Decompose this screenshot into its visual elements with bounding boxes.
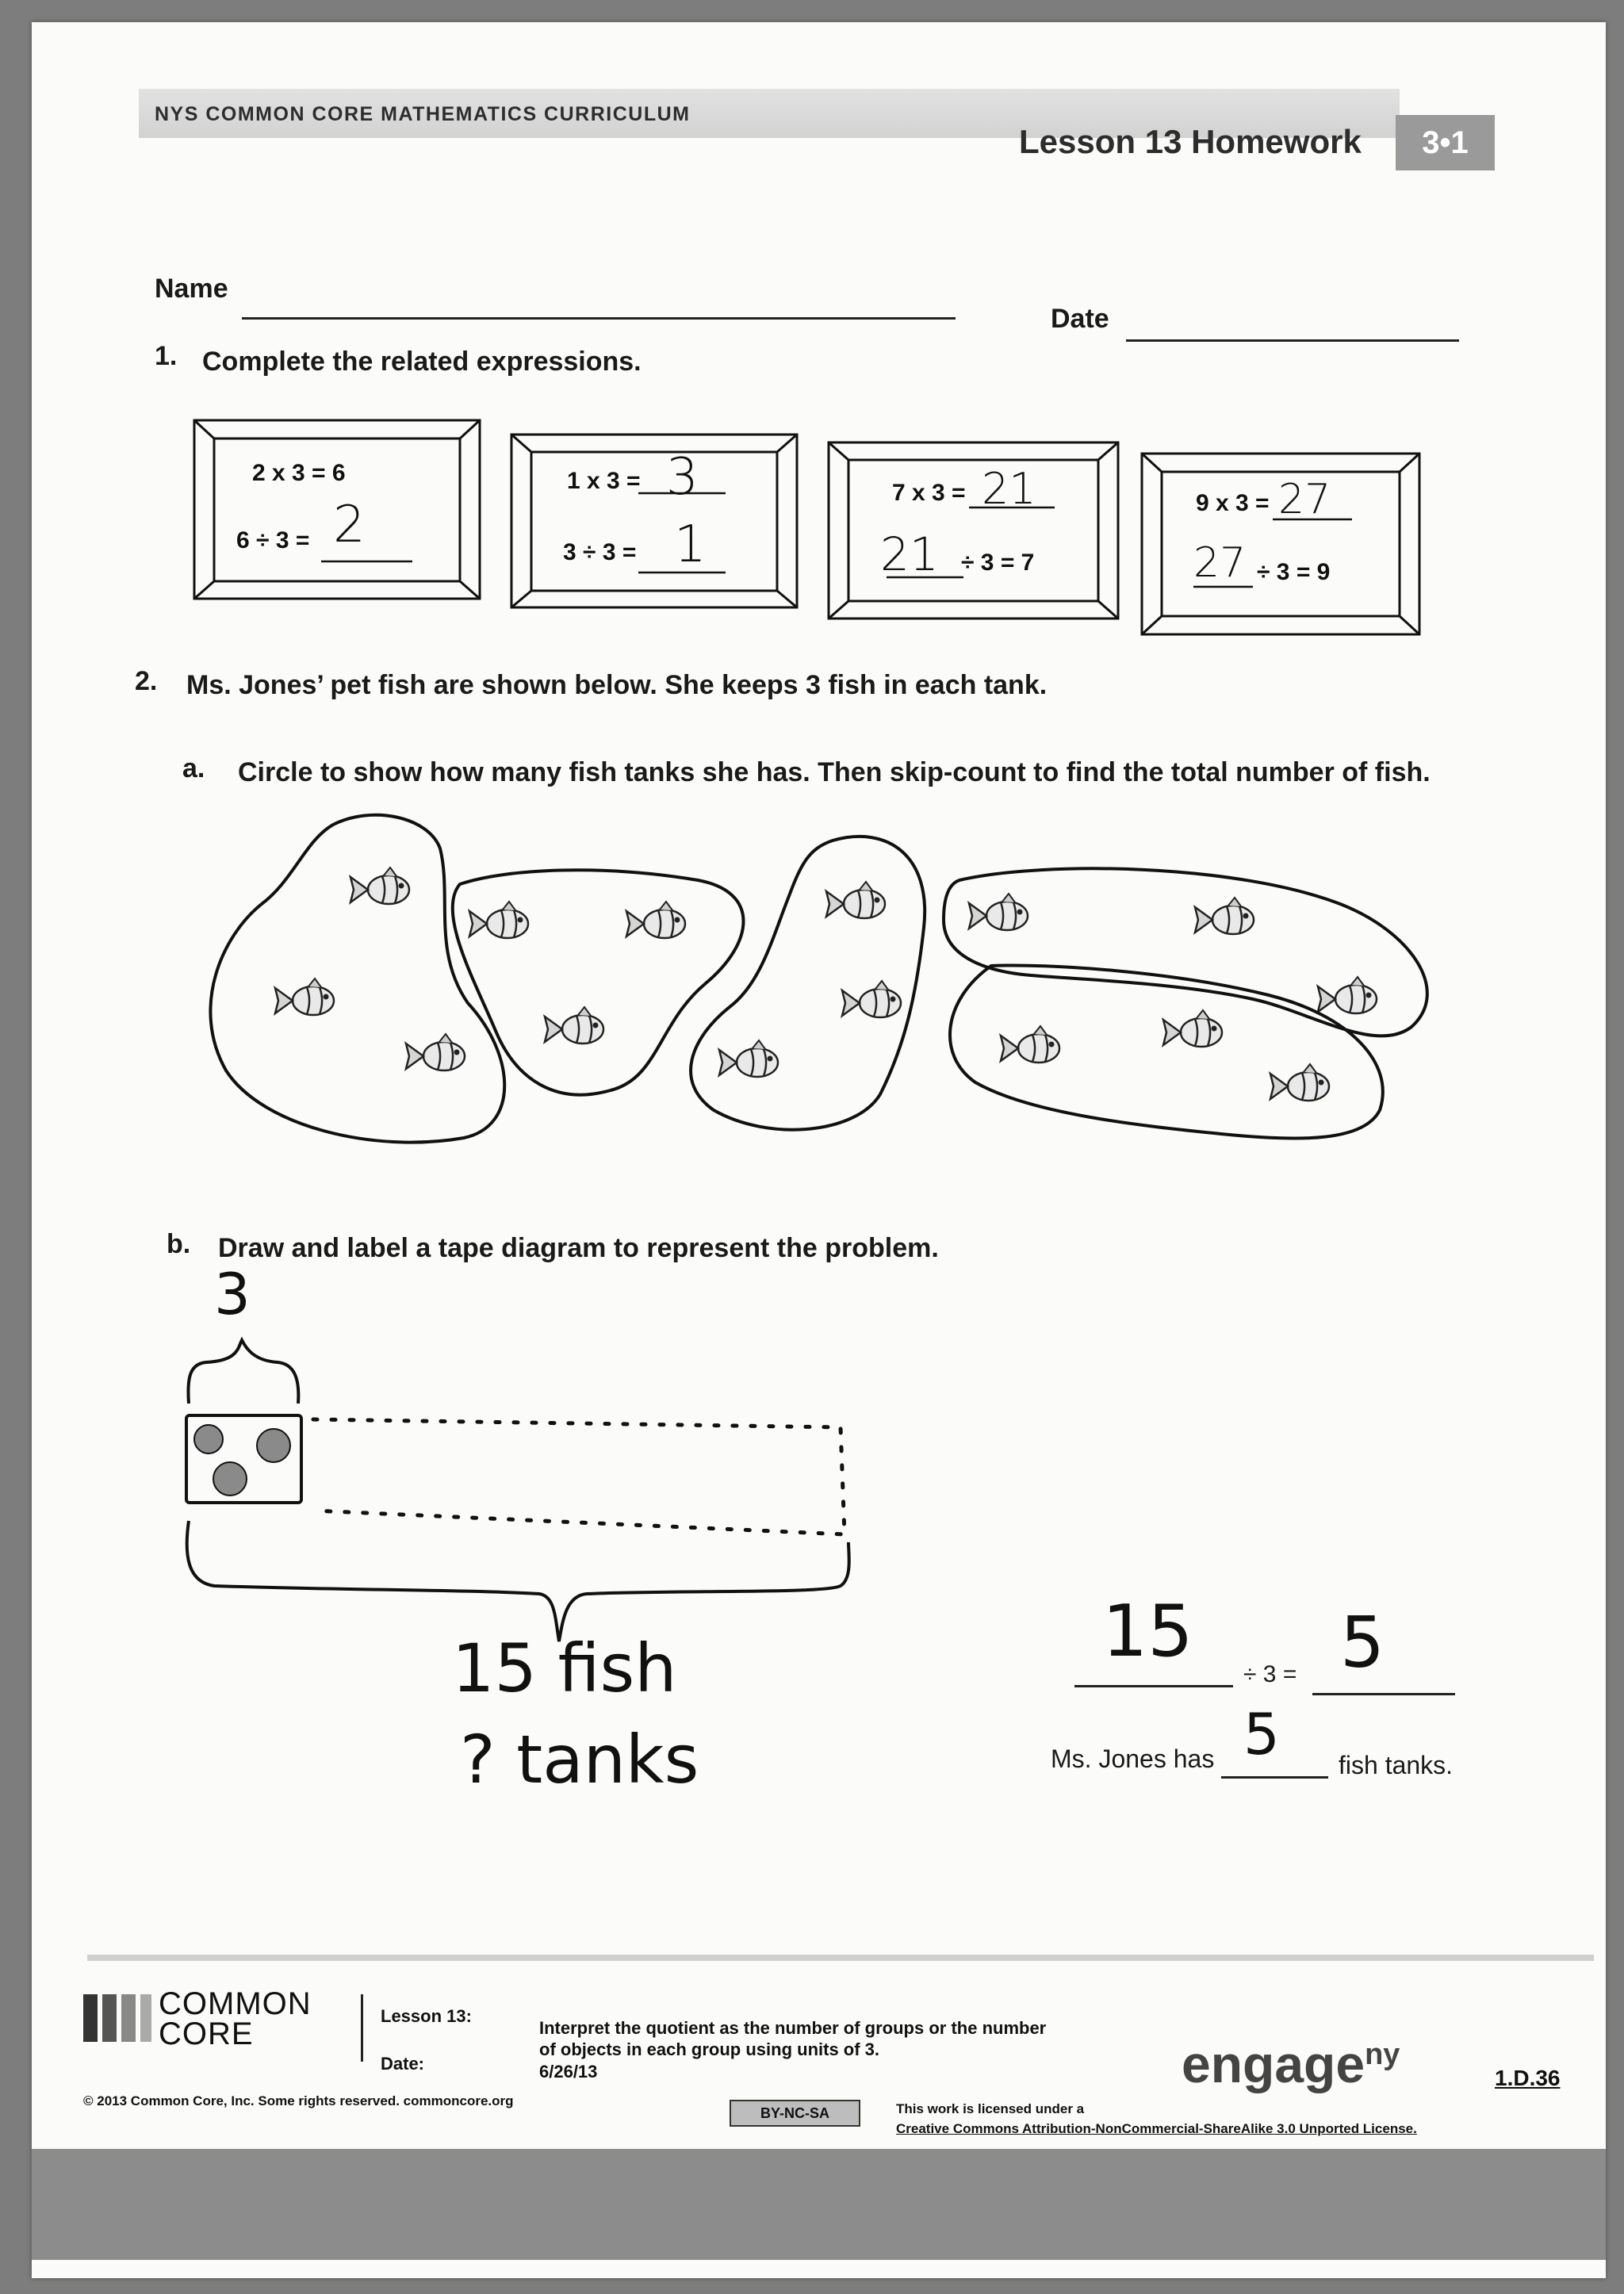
q1-number: 1. xyxy=(155,341,178,371)
answer-value: 5 xyxy=(1243,1701,1280,1767)
footer-divider xyxy=(87,1955,1594,1961)
engage-sup: ny xyxy=(1365,2038,1400,2071)
equation-quotient-line[interactable] xyxy=(1312,1693,1455,1695)
box3-answer1: 21 xyxy=(982,464,1036,514)
equation-dividend-line[interactable] xyxy=(1074,1685,1233,1687)
equation-dividend: 15 xyxy=(1102,1590,1193,1673)
brand-line1: COMMON xyxy=(159,1986,312,2021)
tape-label-total: 15 fish xyxy=(452,1630,677,1707)
curriculum-title: NYS COMMON CORE MATHEMATICS CURRICULUM xyxy=(155,103,691,125)
answer-line[interactable] xyxy=(1221,1776,1328,1779)
box3-line2-suffix: ÷ 3 = 7 xyxy=(961,550,1035,576)
equation-operator: ÷ 3 = xyxy=(1243,1661,1297,1687)
q2-prompt: Ms. Jones’ pet fish are shown below. She keeps 3 fish in each tank. xyxy=(186,670,1048,700)
box1-line1: 2 x 3 = 6 xyxy=(252,460,346,486)
engage-text: engage xyxy=(1182,2035,1365,2093)
grade-module-badge: 3•1 xyxy=(1396,115,1495,170)
license-line-1: This work is licensed under a xyxy=(896,2101,1085,2116)
q2b-prompt: Draw and label a tape diagram to represent the problem. xyxy=(218,1233,939,1263)
date-label: Date xyxy=(1051,304,1109,334)
box4-answer1: 27 xyxy=(1278,476,1331,523)
tape-label-unknown: ? tanks xyxy=(460,1721,699,1798)
box1-answer2: 2 xyxy=(333,496,366,554)
q1-prompt: Complete the related expressions. xyxy=(202,347,642,377)
box2-answer2: 1 xyxy=(674,515,707,574)
tape-label-unit: 3 xyxy=(214,1261,251,1327)
box3-line1-prefix: 7 x 3 = xyxy=(892,480,966,506)
footer-date-label: Date: xyxy=(381,2054,425,2074)
box4-line1-prefix: 9 x 3 = xyxy=(1196,490,1270,516)
q2b-letter: b. xyxy=(167,1229,191,1259)
name-label: Name xyxy=(155,274,228,304)
footer-separator xyxy=(361,1994,363,2062)
box2-answer1: 3 xyxy=(666,448,699,507)
scan-shadow-band xyxy=(32,2149,1606,2260)
equation-quotient: 5 xyxy=(1340,1602,1385,1683)
answer-suffix: fish tanks. xyxy=(1339,1751,1454,1779)
answer-prefix: Ms. Jones has xyxy=(1051,1744,1215,1773)
brand-line2: CORE xyxy=(159,2016,254,2051)
footer-date-value: 6/26/13 xyxy=(539,2062,598,2081)
cc-license-badge: BY-NC-SA xyxy=(730,2100,860,2127)
footer-lesson-label: Lesson 13: xyxy=(381,2006,472,2026)
lesson-title: Lesson 13 Homework xyxy=(1019,123,1362,160)
footer-lesson-desc-1: Interpret the quotient as the number of groups or the number xyxy=(539,2018,1047,2038)
engage-logo xyxy=(1182,2034,1400,2094)
box2-line1-prefix: 1 x 3 = xyxy=(567,468,641,494)
q2-number: 2. xyxy=(135,666,158,696)
box1-line2-prefix: 6 ÷ 3 = xyxy=(236,527,310,553)
copyright: © 2013 Common Core, Inc. Some rights reserved. commoncore.org xyxy=(83,2093,514,2108)
footer-lesson-desc-2: of objects in each group using units of 3. xyxy=(539,2039,880,2059)
common-core-logo-icon xyxy=(83,1990,155,2046)
box2-line2-prefix: 3 ÷ 3 = xyxy=(563,539,637,565)
box3-answer2: 21 xyxy=(880,527,939,581)
q2a-letter: a. xyxy=(182,753,205,783)
q2a-prompt: Circle to show how many fish tanks she has. Then skip-count to find the total number of fish. xyxy=(238,757,1431,787)
page-code: 1.D.36 xyxy=(1495,2066,1561,2090)
box4-line2-suffix: ÷ 3 = 9 xyxy=(1257,559,1331,585)
box4-answer2: 27 xyxy=(1193,539,1247,587)
license-link[interactable]: Creative Commons Attribution-NonCommercial-ShareAlike 3.0 Unported License. xyxy=(896,2121,1417,2136)
